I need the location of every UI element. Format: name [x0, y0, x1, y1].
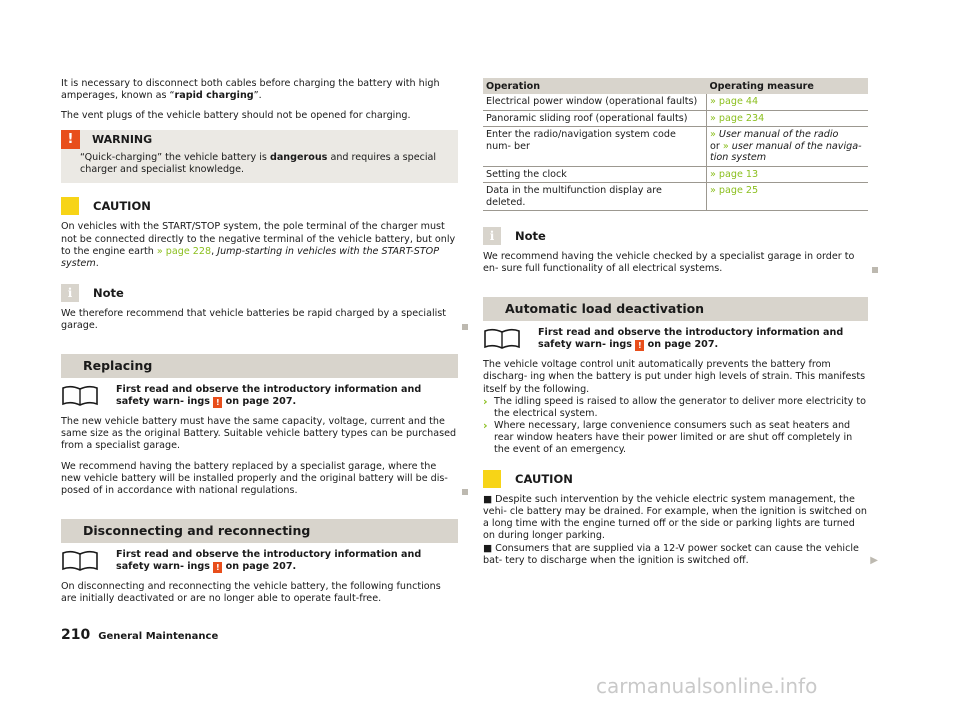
warning-text: “Quick-charging” the vehicle battery is dangerous and requires a special charger and specialist knowledge. — [80, 152, 437, 176]
list-item: › The idling speed is raised to allow the generator to deliver more electricity to the electrical system. — [483, 394, 867, 419]
table-header: Operating measure — [707, 78, 869, 94]
page-link[interactable]: » — [710, 129, 716, 140]
page-link[interactable]: » page 228 — [156, 245, 212, 257]
operations-table — [483, 78, 868, 211]
caution-item: ■ Consumers that are supplied via a 12-V power socket can cause the vehicle bat- tery to discharge when the ignition is switched off. ▶ — [483, 542, 878, 566]
list-item: › Where necessary, large convenience consumers such as seat heaters and rear window heaters have their power limited or are shut off completely in the event of an emergency. — [483, 418, 853, 456]
table-header: Operation — [483, 78, 707, 94]
note-header — [483, 227, 868, 245]
note-text: We recommend having the vehicle checked by a specialist garage in order to en- sure full functionality of all electrical systems. — [483, 251, 868, 275]
page-link[interactable]: » page 44 — [707, 94, 869, 110]
caution-header — [61, 197, 458, 215]
table-row: Electrical power window (operational faults) » page 44 — [483, 94, 868, 110]
page-link[interactable]: » page 234 — [707, 110, 869, 127]
section-title-replacing: Replacing — [61, 354, 458, 378]
note-title: Note — [515, 229, 546, 243]
paragraph: On disconnecting and reconnecting the vehicle battery, the following functions are initially deactivated or are no longer able to operate fault-free. — [61, 580, 441, 605]
end-mark-icon — [462, 489, 468, 495]
book-icon — [61, 384, 99, 408]
table-row: Panoramic sliding roof (operational faults) » page 234 — [483, 110, 868, 127]
read-first-row: First read and observe the introductory information and safety warn- ings ! on page 207. — [483, 327, 868, 351]
caution-icon — [61, 197, 79, 215]
paragraph: The vehicle voltage control unit automatically prevents the battery from discharg- ing when the battery is put under high levels of strain. This manifests itself by the following. — [483, 359, 866, 395]
page-footer — [61, 627, 218, 643]
paragraph: It is necessary to disconnect both cables before charging the battery with high amperages, known as “rapid charging”. — [61, 78, 440, 102]
warning-icon: ! — [61, 130, 80, 149]
warning-box — [61, 130, 458, 183]
right-column — [483, 78, 878, 567]
page-number: 210 — [61, 627, 91, 643]
continue-arrow-icon: ▶ — [870, 554, 878, 566]
caution-title: CAUTION — [93, 199, 151, 214]
note-text: We therefore recommend that vehicle batteries be rapid charged by a specialist garage. — [61, 308, 458, 332]
table-row: Setting the clock » page 13 — [483, 166, 868, 183]
paragraph: The vent plugs of the vehicle battery should not be opened for charging. — [61, 110, 411, 122]
paragraph: We recommend having the battery replaced by a specialist garage, where the new vehicle battery will be installed properly and the original battery will be dis- posed of in accordance with national regulations. — [61, 461, 458, 497]
book-icon — [61, 549, 99, 573]
chapter-title: General Maintenance — [98, 631, 219, 642]
page-link[interactable]: » page 25 — [707, 183, 869, 211]
warning-icon: ! — [213, 562, 222, 573]
read-first-row: First read and observe the introductory information and safety warn- ings ! on page 207. — [61, 384, 458, 408]
caution-title: CAUTION — [515, 472, 573, 487]
page-link[interactable]: » page 13 — [707, 166, 869, 183]
caution-icon — [483, 470, 501, 488]
section-title-automatic-load: Automatic load deactivation — [483, 297, 868, 321]
caution-header — [483, 470, 868, 488]
chevron-right-icon: › — [483, 418, 488, 432]
caution-item: ■ Despite such intervention by the vehicle electric system management, the vehi- cle battery may be drained. For example, when the ignition is switched on a long time with the engine turned off or the side or parking lights are turned on during longer parking. — [483, 494, 867, 542]
read-first-row: First read and observe the introductory information and safety warn- ings ! on page 207. — [61, 549, 458, 573]
warning-icon: ! — [213, 397, 222, 408]
caution-text: On vehicles with the START/STOP system, the pole terminal of the charger must not be connected directly to the negative terminal of the vehicle battery, but only to the engine earth » page 228, Jump-starting in vehicles with the START-STOP system. — [61, 221, 456, 269]
book-icon — [483, 327, 521, 351]
warning-icon: ! — [635, 340, 644, 351]
watermark: carmanualsonline.info — [596, 674, 818, 698]
table-row: Enter the radio/navigation system code num- ber » User manual of the radio or » user manual of the naviga- tion system — [483, 127, 868, 167]
warning-title: WARNING — [92, 133, 153, 147]
section-title-disconnecting: Disconnecting and reconnecting — [61, 519, 458, 543]
page-link[interactable]: » — [722, 140, 729, 152]
end-mark-icon — [462, 324, 468, 330]
end-mark-icon — [872, 267, 878, 273]
chevron-right-icon: › — [483, 394, 488, 408]
paragraph: The new vehicle battery must have the same capacity, voltage, current and the same size as the original Battery. Suitable vehicle battery types can be purchased from a specialist garage. — [61, 416, 457, 452]
table-row: Data in the multifunction display are deleted. » page 25 — [483, 183, 868, 211]
info-icon: i — [61, 284, 79, 302]
note-title: Note — [93, 285, 124, 300]
info-icon: i — [483, 227, 501, 245]
left-column — [61, 78, 458, 605]
note-header — [61, 284, 458, 302]
